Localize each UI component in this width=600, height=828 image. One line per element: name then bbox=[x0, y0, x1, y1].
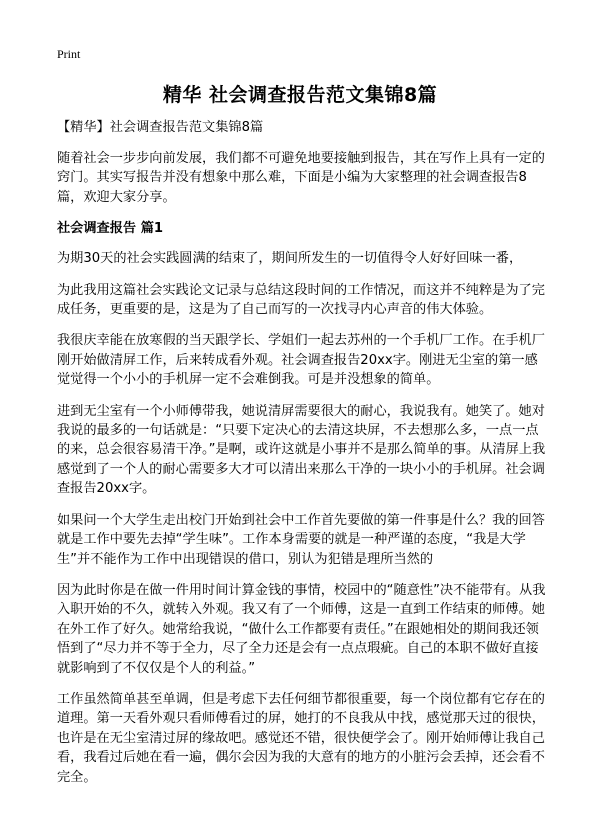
body-paragraph-3: 我很庆幸能在放寒假的当天跟学长、学姐们一起去苏州的一个手机厂工作。在手机厂刚开始做清屏工作，后来转成看外观。社会调查报告20xx字。刚进无尘室的第一感觉觉得一个小小的手机屏一定不会难倒我。可是并没想象的简单。 bbox=[57, 333, 545, 388]
print-link[interactable]: Print bbox=[57, 47, 81, 61]
body-paragraph-2: 为此我用这篇社会实践论文记录与总结这段时间的工作情况，而这并不纯粹是为了完成任务，更重要的是，这是为了自己而写的一次找寻内心声音的伟大体验。 bbox=[57, 282, 545, 318]
page-title: 精华 社会调查报告范文集锦8篇 bbox=[162, 84, 438, 106]
body-paragraph-4: 进到无尘室有一个小师傅带我，她说清屏需要很大的耐心，我说我有。她笑了。她对我说的最多的一句话就是：“只要下定决心的去清这块屏，不去想那么多，一点一点的来，总会很容易清干净。”是啊，或许这就是小事并不是那么简单的事。从清屏上我感觉到了一个人的耐心需要多大才可以清出来那么干净的一块小小的手机屏。社会调查报告20xx字。 bbox=[57, 403, 546, 497]
article-subtitle: 【精华】社会调查报告范文集锦8篇 bbox=[57, 120, 264, 135]
section-heading: 社会调查报告 篇1 bbox=[57, 221, 164, 237]
intro-paragraph: 随着社会一步步向前发展，我们都不可避免地要接触到报告，其在写作上具有一定的窍门。其实写报告并没有想象中那么难，下面是小编为大家整理的社会调查报告8篇，欢迎大家分享。 bbox=[57, 151, 545, 205]
body-paragraph-6: 因为此时你是在做一件用时间计算金钱的事情，校园中的“随意性”决不能带有。从我入职开始的不久，就转入外观。我又有了一个师傅，这是一直到工作结束的师傅。她在外工作了好久。她常给我说，“做什么工作都要有责任。”在跟她相处的期间我还领悟到了“尽力并不等于全力，尽了全力还是会有一点点瑕疵。自己的本职不做好直接就影响到了不仅仅是个人的利益。” bbox=[57, 582, 546, 676]
article-body bbox=[57, 118, 549, 799]
body-paragraph-1: 为期30天的社会实践圆满的结束了，期间所发生的一切值得令人好好回味一番， bbox=[57, 251, 523, 267]
body-paragraph-7: 工作虽然简单甚至单调，但是考虑下去任何细节都很重要，每一个岗位都有它存在的道理。第一天看外观只看师傅看过的屏，她打的不良我从中找，感觉那天过的很快，也许是在无尘室清过屏的缘故吧。感觉还不错，很快便学会了。刚开始师傅让我自己看，我看过后她在看一遍，偶尔会因为我的大意有的地方的小脏污会丢掉，还会看不完全。 bbox=[57, 691, 545, 785]
body-paragraph-5: 如果问一个大学生走出校门开始到社会中工作首先要做的第一件事是什么？我的回答就是工作中要先去掉“学生味”。工作本身需要的就是一种严谨的态度，“我是大学生”并不能作为工作中出现错误的借口，别认为犯错是理所当然的 bbox=[57, 512, 545, 567]
